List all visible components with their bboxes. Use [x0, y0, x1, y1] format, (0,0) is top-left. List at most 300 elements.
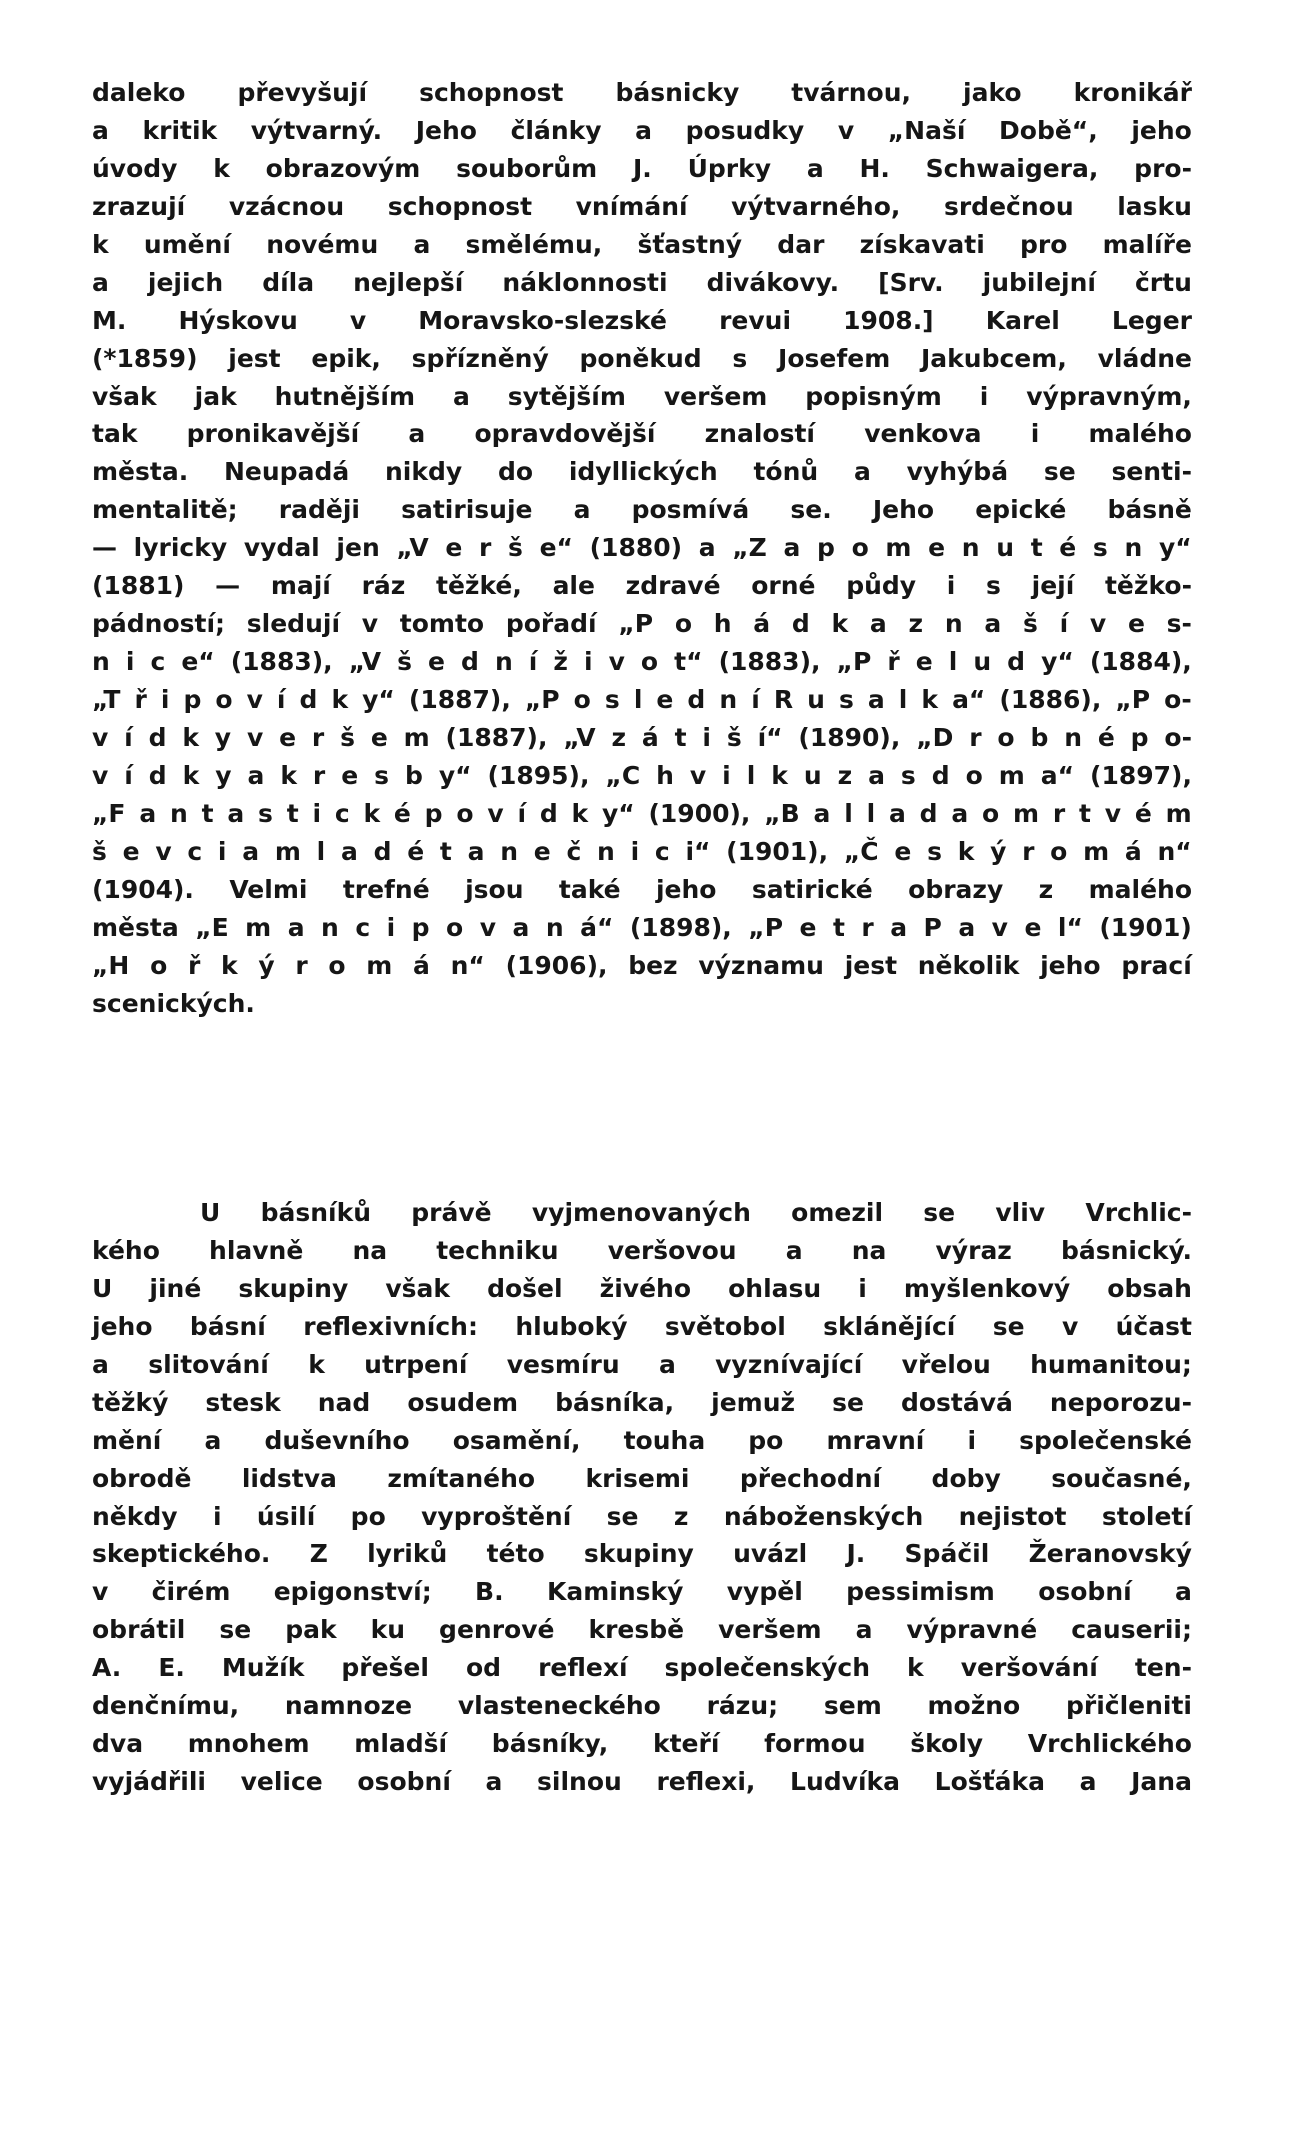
word: z: [1038, 874, 1054, 904]
word: d: [148, 722, 167, 752]
text-line: [92, 871, 1192, 909]
word: s: [838, 685, 854, 714]
word: o: [640, 647, 659, 677]
word: „V: [563, 722, 596, 752]
word: ž: [553, 647, 568, 677]
word: d: [931, 760, 950, 790]
word: v: [92, 1577, 109, 1607]
word: (1904).: [92, 874, 194, 904]
word: osobní: [1038, 1577, 1132, 1607]
text-line: [92, 415, 1192, 453]
word: d: [1007, 647, 1026, 677]
word: a: [635, 115, 653, 145]
word: n: [1064, 722, 1083, 752]
word: reflexí: [538, 1653, 628, 1683]
word: e: [928, 533, 946, 563]
word: jeho: [92, 1311, 153, 1341]
word: těžko-: [1104, 571, 1192, 601]
word: (1883),: [718, 647, 821, 677]
word: i: [160, 685, 170, 714]
word: e: [1024, 912, 1042, 942]
word: pronikavější: [186, 419, 360, 449]
word: kronikář: [1073, 78, 1192, 107]
word: Mužík: [221, 1653, 305, 1683]
word: slitování: [148, 1349, 269, 1379]
word: r: [1022, 836, 1035, 866]
word: i: [858, 1273, 867, 1303]
word: a: [658, 1349, 676, 1379]
word: jest: [228, 343, 281, 373]
word: scenických.: [92, 988, 255, 1018]
word: i: [583, 647, 593, 677]
word: a: [813, 798, 831, 828]
word: d: [539, 798, 558, 828]
word: i: [1030, 419, 1040, 449]
text-line: [92, 1460, 1192, 1498]
word: a: [413, 229, 431, 259]
word: (1898),: [629, 912, 732, 942]
word: d: [687, 685, 706, 714]
word: mění: [92, 1425, 162, 1455]
word: myšlenkový: [903, 1273, 1071, 1303]
word: Úprky: [687, 153, 772, 183]
word: Době“,: [999, 115, 1098, 145]
word: A.: [92, 1653, 122, 1683]
word: r: [969, 722, 982, 752]
word: i: [967, 1425, 977, 1455]
word: a: [783, 533, 801, 563]
word: zrazují: [92, 191, 186, 221]
word: pak: [285, 1615, 337, 1645]
word: m: [998, 760, 1025, 790]
word: však: [92, 381, 157, 411]
word: e“: [181, 647, 215, 677]
word: r: [479, 533, 492, 563]
text-line: [92, 529, 1192, 567]
word: výpravné: [906, 1615, 1038, 1645]
text-line: [92, 833, 1192, 871]
word: Vrchlic-: [1085, 1198, 1192, 1227]
word: touha: [623, 1425, 706, 1455]
word: J.: [846, 1539, 866, 1569]
word: —: [92, 533, 117, 563]
word: jeho: [1131, 115, 1192, 145]
word: e: [915, 647, 933, 677]
word: d: [299, 685, 318, 714]
word: y“: [362, 685, 395, 714]
word: o-: [1164, 685, 1192, 714]
word: díla: [262, 267, 315, 297]
text-line: [92, 985, 1192, 1023]
word: idyllických: [568, 457, 718, 487]
word: (1906),: [505, 950, 608, 980]
word: a: [287, 912, 305, 942]
word: „Č: [843, 836, 879, 866]
word: těžké,: [436, 571, 522, 601]
word: jeho: [655, 874, 717, 904]
word: n: [500, 836, 519, 866]
word: srdečnou: [943, 191, 1074, 221]
word: a: [951, 798, 969, 828]
word: (1900),: [648, 798, 751, 828]
word: formou: [764, 1729, 866, 1759]
word: světobol: [664, 1311, 786, 1341]
word: o: [150, 950, 168, 980]
word: a: [1175, 1577, 1192, 1607]
word: dva: [92, 1729, 144, 1759]
word: t: [439, 836, 452, 866]
word: t: [1030, 533, 1043, 563]
text-line: [92, 74, 1192, 112]
word: lasku: [1117, 191, 1192, 221]
word: u: [973, 647, 992, 677]
word: k: [182, 760, 200, 790]
word: duševního: [264, 1425, 410, 1455]
word: „T: [92, 685, 121, 714]
word: společenských: [664, 1653, 871, 1683]
word: mravní: [826, 1425, 925, 1455]
word: venkova: [864, 419, 982, 449]
word: vliv: [995, 1198, 1046, 1227]
word: á: [753, 609, 771, 639]
word: e: [894, 836, 912, 866]
word: významu: [698, 950, 824, 980]
word: c: [654, 836, 670, 866]
word: se: [219, 1615, 252, 1645]
word: velice: [240, 1767, 323, 1797]
word: n: [1124, 533, 1143, 563]
word: však: [385, 1273, 451, 1303]
word: smělému,: [465, 229, 603, 259]
word: uvázl: [733, 1539, 808, 1569]
word: jiné: [149, 1273, 202, 1303]
word: osudem: [407, 1387, 519, 1417]
text-line: [92, 605, 1192, 643]
word: v: [608, 647, 625, 677]
word: (1880): [589, 533, 683, 563]
text-line: [92, 1535, 1192, 1573]
word: m: [403, 722, 430, 752]
word: (1881): [92, 571, 185, 601]
word: n: [321, 912, 339, 942]
word: d: [919, 798, 938, 828]
word: d: [373, 836, 392, 866]
word: ráz: [361, 571, 406, 601]
word: krisemi: [585, 1463, 690, 1493]
word: i: [630, 836, 640, 866]
word: jest: [844, 950, 898, 980]
word: t“: [674, 647, 703, 677]
word: m: [366, 950, 393, 980]
word: n“: [1157, 836, 1192, 866]
word: utrpení: [364, 1349, 468, 1379]
word: jak: [194, 381, 237, 411]
word: básníků: [260, 1198, 371, 1227]
text-line: [92, 1232, 1192, 1270]
word: mladší: [354, 1729, 448, 1759]
word: epigonství;: [273, 1577, 432, 1607]
word: m: [1165, 798, 1192, 828]
word: dar: [777, 229, 825, 259]
word: kteří: [652, 1729, 720, 1759]
word: k: [831, 609, 849, 639]
word: města: [92, 912, 179, 942]
word: vyhýbá: [906, 457, 1009, 487]
word: století: [1101, 1501, 1192, 1531]
word: se.: [790, 495, 832, 525]
word: r: [312, 760, 326, 790]
word: básnicky: [615, 78, 740, 107]
word: J.: [632, 153, 652, 183]
word: „H: [92, 950, 130, 980]
word: nad: [317, 1387, 371, 1417]
text-line: [92, 1498, 1192, 1536]
word: několik: [917, 950, 1020, 980]
word: po: [748, 1425, 784, 1455]
word: n: [719, 685, 738, 714]
word: i“: [685, 836, 711, 866]
word: p: [1130, 722, 1149, 752]
word: „V: [396, 533, 429, 563]
word: i: [212, 1501, 222, 1531]
word: v: [991, 912, 1008, 942]
word: y: [215, 760, 232, 790]
word: ř: [134, 685, 147, 714]
word: Jeho: [872, 495, 935, 525]
word: v: [1104, 798, 1122, 828]
word: i: [702, 722, 711, 752]
word: právě: [411, 1198, 492, 1227]
word: pessimism: [846, 1577, 995, 1607]
word: v: [689, 760, 707, 790]
word: Karel: [985, 305, 1060, 335]
word: Moravsko-slezské: [418, 305, 667, 335]
word: c: [187, 836, 203, 866]
word: šťastný: [637, 229, 743, 259]
word: í“: [757, 722, 783, 752]
word: i: [312, 798, 322, 828]
word: náklonnosti: [502, 267, 668, 297]
word: vyproštění: [421, 1501, 572, 1531]
text-line: [92, 643, 1192, 681]
word: osobní: [357, 1767, 451, 1797]
word: silnou: [537, 1767, 622, 1797]
word: v: [837, 115, 855, 145]
word: „D: [916, 722, 954, 752]
word: v: [246, 685, 263, 714]
word: v: [155, 836, 172, 866]
word: a: [227, 798, 245, 828]
word: a: [573, 495, 591, 525]
word: „P: [748, 912, 784, 942]
word: vyjmenovaných: [531, 1198, 751, 1227]
text-line: [92, 1194, 1192, 1232]
word: n: [597, 836, 615, 866]
word: í: [751, 685, 760, 714]
paragraph-vrchlicky-influence: [92, 1194, 1192, 1801]
word: a“: [952, 685, 986, 714]
word: (1897),: [1090, 760, 1192, 790]
word: e: [370, 722, 388, 752]
word: opravdovější: [474, 419, 656, 449]
word: těžký: [92, 1387, 169, 1417]
word: jemuž: [711, 1387, 796, 1417]
word: o: [215, 685, 233, 714]
word: tomto: [399, 609, 485, 639]
word: a: [698, 533, 716, 563]
word: k: [921, 685, 939, 714]
text-line: [92, 491, 1192, 529]
word: osamění,: [452, 1425, 581, 1455]
word: r: [861, 912, 874, 942]
word: bez: [628, 950, 678, 980]
text-line: [92, 1649, 1192, 1687]
word: n: [961, 533, 980, 563]
word: z: [908, 609, 924, 639]
text-line: [92, 453, 1192, 491]
word: techniku: [436, 1235, 559, 1265]
word: a: [92, 1349, 109, 1379]
word: pro: [1019, 229, 1068, 259]
word: s-: [1166, 609, 1192, 639]
word: a: [869, 609, 887, 639]
word: a: [467, 836, 485, 866]
word: o: [997, 722, 1015, 752]
word: y“: [1041, 647, 1074, 677]
word: po: [350, 1501, 386, 1531]
word: hluboký: [515, 1311, 628, 1341]
text-line: [92, 1422, 1192, 1460]
word: kého: [92, 1235, 160, 1265]
word: a: [452, 381, 470, 411]
word: satirisuje: [401, 495, 533, 525]
word: l: [633, 685, 643, 714]
word: (1887),: [445, 722, 548, 752]
word: s: [604, 685, 620, 714]
word: a: [853, 457, 871, 487]
word: přechodní: [739, 1463, 882, 1493]
word: raději: [278, 495, 360, 525]
word: úsilí: [256, 1501, 316, 1531]
word: skupiny: [583, 1539, 694, 1569]
word: r: [311, 722, 325, 752]
word: umění: [143, 229, 231, 259]
word: do: [497, 457, 534, 487]
word: a: [785, 1235, 803, 1265]
word: c: [334, 798, 350, 828]
word: dostává: [900, 1387, 1013, 1417]
word: m: [245, 912, 272, 942]
word: b: [1030, 722, 1049, 752]
word: satirické: [751, 874, 873, 904]
word: i: [946, 571, 956, 601]
word: možno: [927, 1691, 1021, 1721]
word: „Z: [732, 533, 767, 563]
word: v: [361, 609, 379, 639]
word: na: [352, 1235, 388, 1265]
word: „P: [524, 685, 560, 714]
word: poněkud: [579, 343, 702, 373]
word: v: [487, 798, 504, 828]
word: k: [92, 229, 109, 259]
word: s: [258, 798, 273, 828]
word: a: [958, 912, 976, 942]
text-line: [92, 1687, 1192, 1725]
text-line: [92, 757, 1192, 795]
word: t: [832, 912, 845, 942]
word: l: [746, 760, 756, 790]
word: skeptického.: [92, 1539, 271, 1569]
word: převyšují: [237, 78, 368, 107]
word: tvárnou,: [791, 78, 911, 107]
word: d: [791, 609, 810, 639]
word: sytějším: [507, 381, 626, 411]
word: reflexivních:: [303, 1311, 478, 1341]
word: y“: [601, 798, 635, 828]
word: kresbě: [588, 1615, 685, 1645]
word: k: [213, 153, 230, 183]
word: á: [413, 950, 430, 980]
word: sklánějící: [823, 1311, 956, 1341]
word: Leger: [1111, 305, 1192, 335]
word: (1884),: [1089, 647, 1192, 677]
word: veršem: [718, 1615, 822, 1645]
word: m: [885, 533, 912, 563]
word: přešel: [341, 1653, 429, 1683]
word: Velmi: [229, 874, 308, 904]
text-line: [92, 226, 1192, 264]
word: lyriků: [367, 1539, 448, 1569]
word: veršem: [663, 381, 768, 411]
word: h: [713, 609, 732, 639]
word: b: [404, 760, 423, 790]
word: U: [92, 1273, 113, 1303]
word: l: [948, 647, 958, 677]
word: výpravným,: [1026, 381, 1192, 411]
word: š: [1022, 609, 1038, 639]
word: se: [923, 1198, 956, 1227]
text-line: [92, 264, 1192, 302]
word: n“: [450, 950, 485, 980]
word: s: [900, 760, 916, 790]
word: výtvarného,: [731, 191, 901, 221]
word: sledují: [246, 609, 341, 639]
word: (1901),: [726, 836, 829, 866]
word: v: [246, 722, 264, 752]
word: „Naší: [887, 115, 966, 145]
word: vyjádřili: [92, 1767, 206, 1797]
word: vládne: [1097, 343, 1192, 373]
word: malého: [1088, 874, 1192, 904]
word: i: [979, 381, 989, 411]
word: Kaminský: [546, 1577, 684, 1607]
word: vzácnou: [228, 191, 345, 221]
word: o: [674, 609, 693, 639]
word: epické: [975, 495, 1067, 525]
word: á: [1124, 836, 1142, 866]
text-line: [92, 1308, 1192, 1346]
text-line: [92, 719, 1192, 757]
word: nejlepší: [353, 267, 464, 297]
word: s: [986, 571, 1001, 601]
word: popisným: [805, 381, 942, 411]
word: —: [215, 571, 241, 601]
word: v: [92, 722, 109, 752]
word: o: [328, 950, 346, 980]
word: m: [1012, 798, 1040, 828]
word: é: [1134, 798, 1152, 828]
word: k: [907, 1653, 924, 1683]
